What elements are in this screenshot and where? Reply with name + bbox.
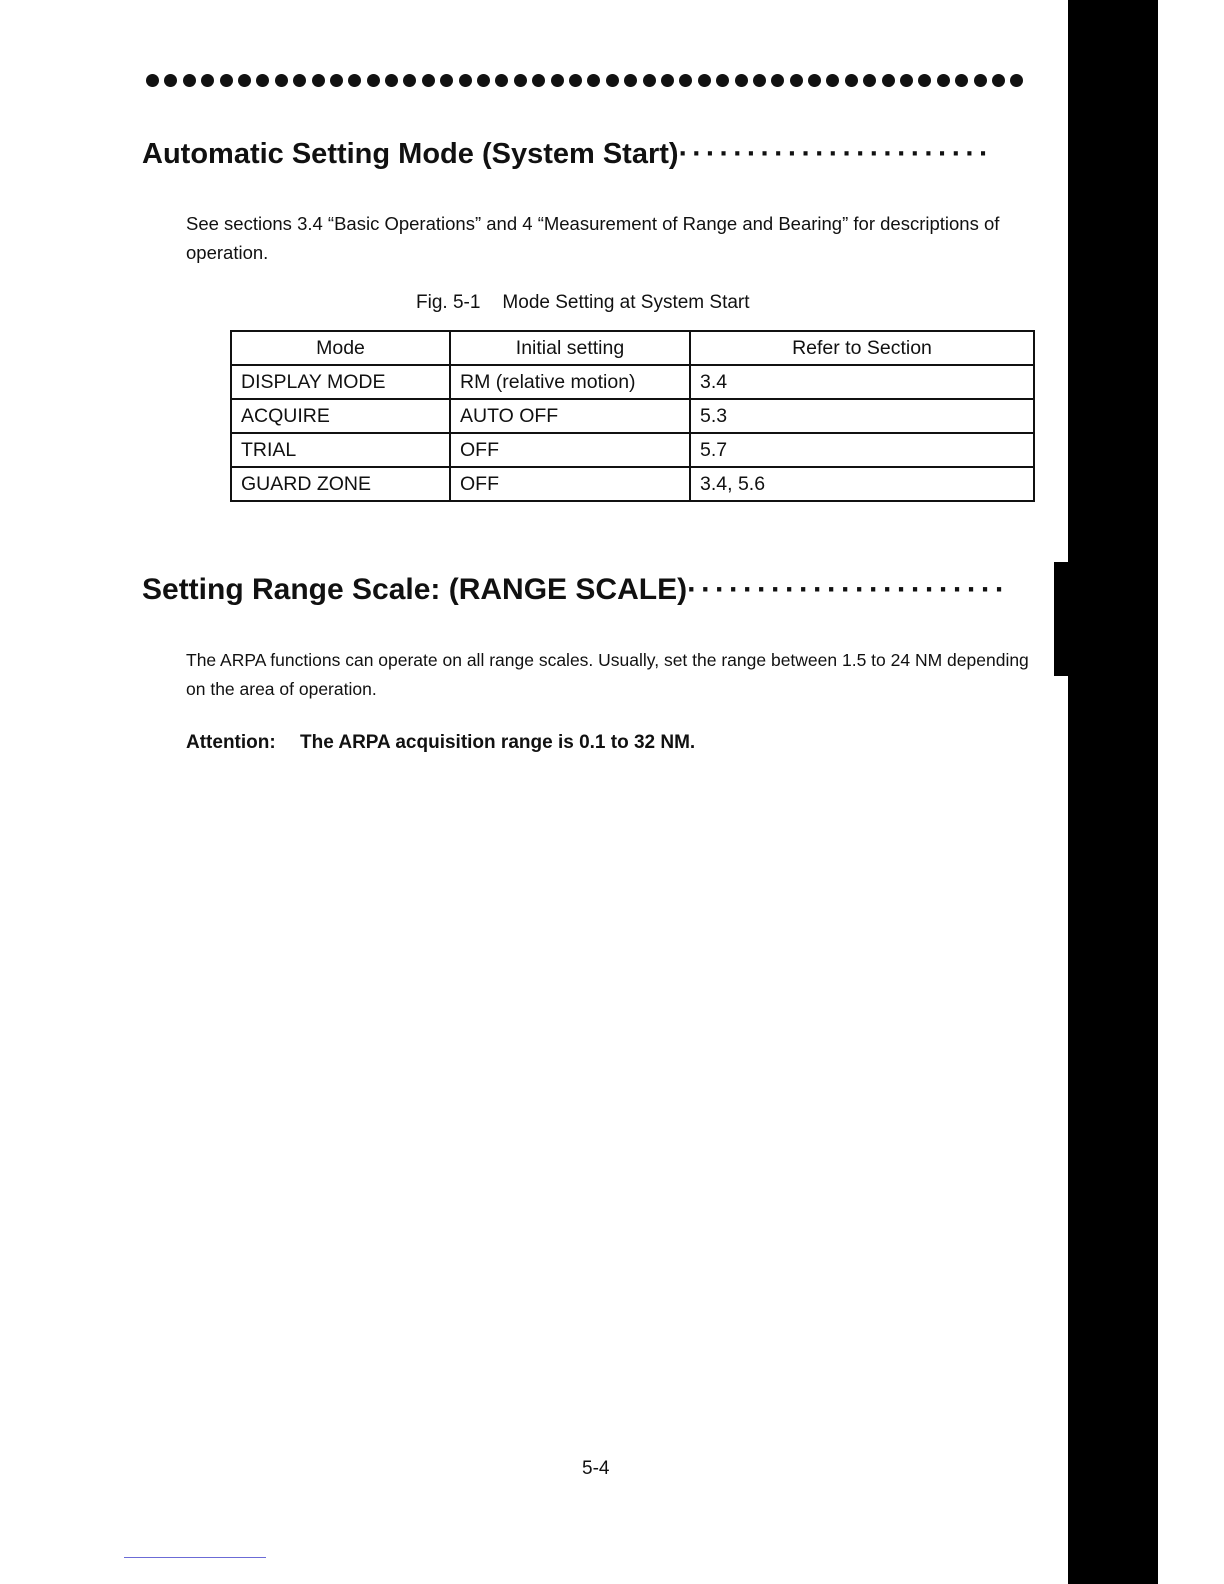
table-cell: 5.7 (690, 433, 1034, 467)
divider-dot (495, 74, 508, 87)
divider-dot (477, 74, 490, 87)
footer-rule (124, 1557, 266, 1558)
figure-number: Fig. 5-1 (416, 292, 481, 313)
divider-dot (440, 74, 453, 87)
table-cell: 5.3 (690, 399, 1034, 433)
divider-dot (164, 74, 177, 87)
table-cell: OFF (450, 433, 690, 467)
attention-text: The ARPA acquisition range is 0.1 to 32 NM. (300, 732, 696, 753)
divider-dot (330, 74, 343, 87)
divider-dot (220, 74, 233, 87)
heading-text: Setting Range Scale: (RANGE SCALE) (142, 573, 688, 606)
divider-dot (790, 74, 803, 87)
table-row (231, 365, 1034, 399)
divider-dot (826, 74, 839, 87)
page-number: 5-4 (582, 1458, 610, 1479)
figure-title: Mode Setting at System Start (502, 292, 750, 313)
divider-dot (385, 74, 398, 87)
table-cell: GUARD ZONE (231, 467, 450, 501)
divider-dot (201, 74, 214, 87)
divider-dot (403, 74, 416, 87)
divider-dot (606, 74, 619, 87)
divider-dot (918, 74, 931, 87)
section-thumb-tab (1054, 562, 1070, 676)
divider-dot (679, 74, 692, 87)
column-header-initial-setting: Initial setting (450, 331, 690, 365)
table-cell: ACQUIRE (231, 399, 450, 433)
table-row (231, 467, 1034, 501)
mode-setting-table (230, 330, 1035, 502)
divider-dot (569, 74, 582, 87)
divider-dot (551, 74, 564, 87)
divider-dot (992, 74, 1005, 87)
attention-note (186, 732, 695, 754)
divider-dot (661, 74, 674, 87)
divider-dot (514, 74, 527, 87)
heading-leader-dots: ······················· (687, 573, 1009, 606)
page-edge-bar (1068, 0, 1158, 1584)
table-cell: DISPLAY MODE (231, 365, 450, 399)
divider-dot (422, 74, 435, 87)
divider-dot (183, 74, 196, 87)
divider-dot (275, 74, 288, 87)
table-cell: 3.4, 5.6 (690, 467, 1034, 501)
divider-dot (293, 74, 306, 87)
divider-dot (256, 74, 269, 87)
table-cell: OFF (450, 467, 690, 501)
divider-dot (587, 74, 600, 87)
divider-dot (698, 74, 711, 87)
divider-dot (863, 74, 876, 87)
section-heading-automatic-setting (142, 138, 993, 171)
divider-dot (753, 74, 766, 87)
heading-leader-dots: ······················· (678, 138, 993, 170)
divider-dot (900, 74, 913, 87)
divider-dot (348, 74, 361, 87)
divider-dot (808, 74, 821, 87)
decorative-dot-divider (146, 74, 1023, 87)
divider-dot (459, 74, 472, 87)
table-cell: 3.4 (690, 365, 1034, 399)
table-row (231, 399, 1034, 433)
divider-dot (312, 74, 325, 87)
column-header-mode: Mode (231, 331, 450, 365)
divider-dot (974, 74, 987, 87)
divider-dot (845, 74, 858, 87)
divider-dot (955, 74, 968, 87)
column-header-refer-to-section: Refer to Section (690, 331, 1034, 365)
table-cell: AUTO OFF (450, 399, 690, 433)
range-scale-paragraph: The ARPA functions can operate on all range scales. Usually, set the range between 1.5 to 24 NM depending on the area of operation. (186, 650, 1029, 699)
table-cell: RM (relative motion) (450, 365, 690, 399)
divider-dot (716, 74, 729, 87)
table-header-row (231, 331, 1034, 365)
heading-text: Automatic Setting Mode (System Start) (142, 138, 679, 170)
divider-dot (624, 74, 637, 87)
divider-dot (735, 74, 748, 87)
divider-dot (367, 74, 380, 87)
divider-dot (238, 74, 251, 87)
divider-dot (771, 74, 784, 87)
divider-dot (882, 74, 895, 87)
divider-dot (532, 74, 545, 87)
section-heading-range-scale (142, 573, 1009, 607)
divider-dot (937, 74, 950, 87)
intro-paragraph: See sections 3.4 “Basic Operations” and 4 “Measurement of Range and Bearing” for descriptions of operation. (186, 213, 1000, 263)
attention-label: Attention: (186, 732, 276, 753)
table-row (231, 433, 1034, 467)
figure-caption (416, 292, 750, 314)
table-cell: TRIAL (231, 433, 450, 467)
divider-dot (1010, 74, 1023, 87)
divider-dot (643, 74, 656, 87)
divider-dot (146, 74, 159, 87)
